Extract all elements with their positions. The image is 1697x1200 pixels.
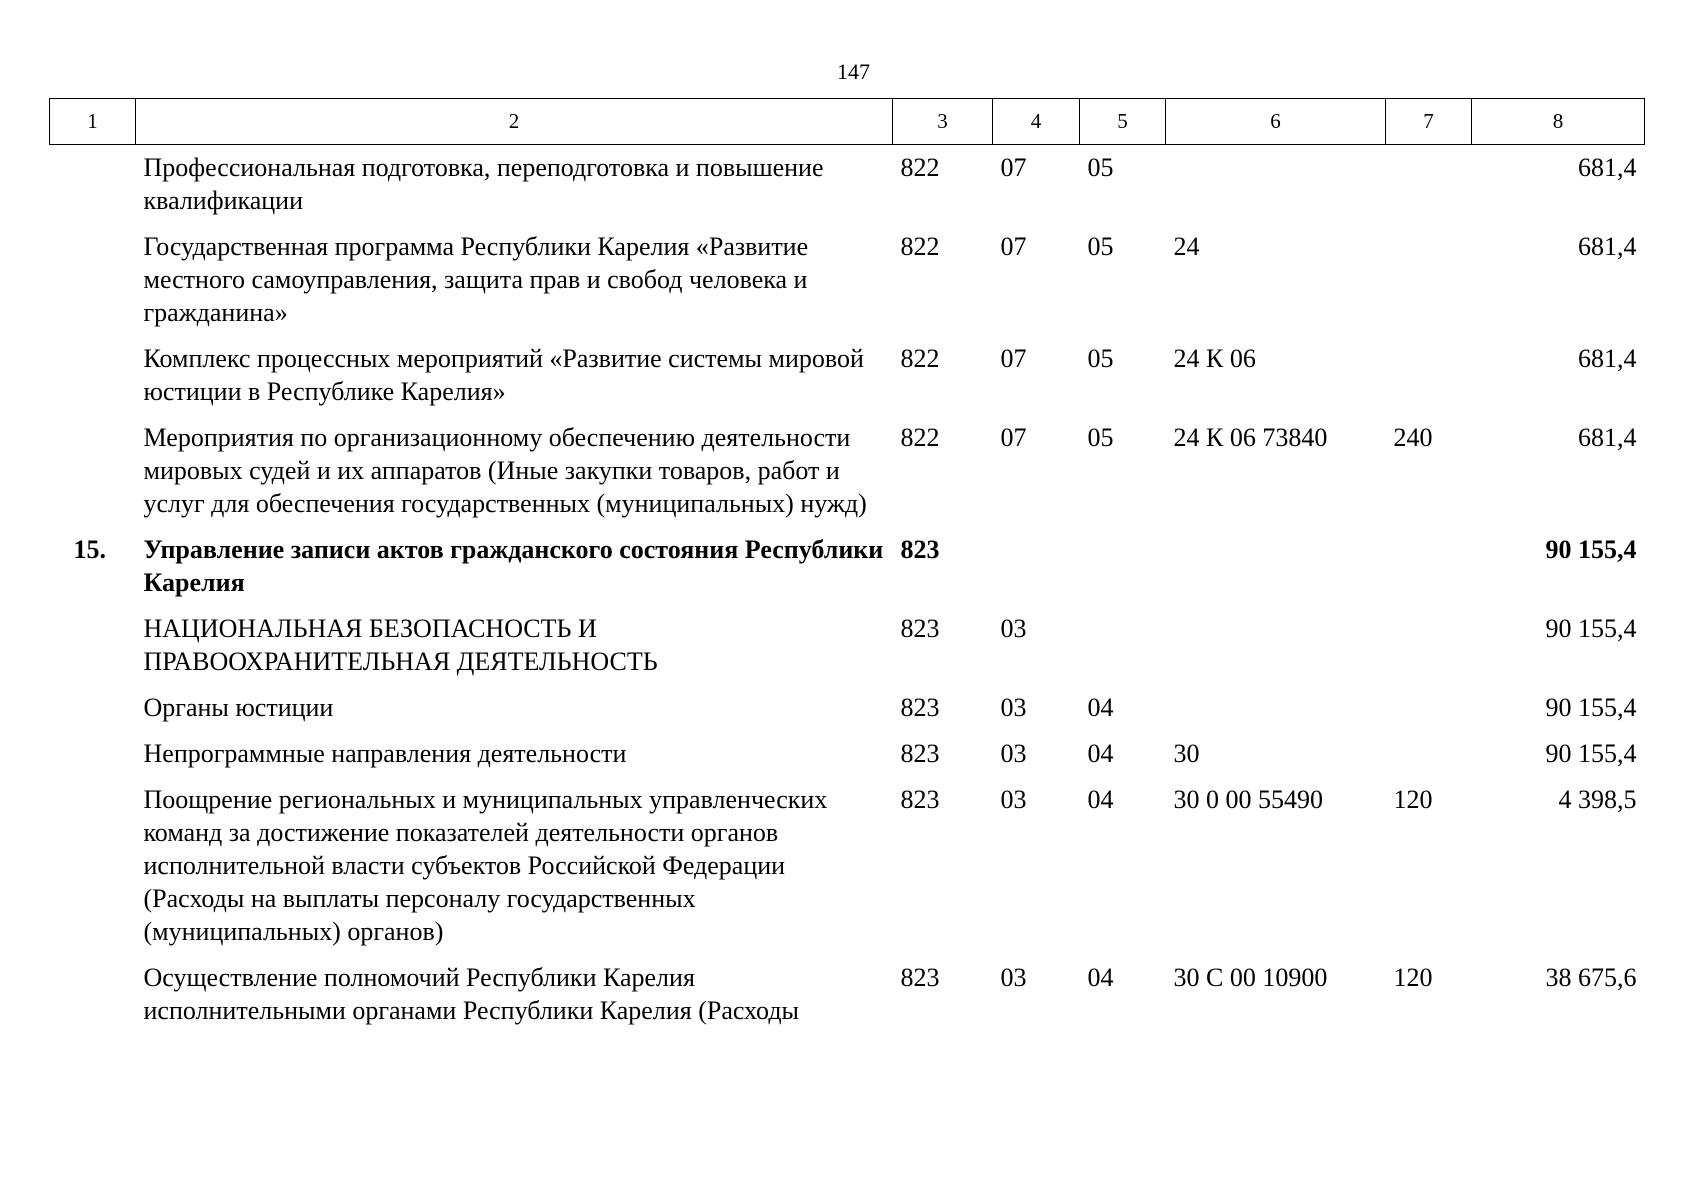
- ministry-code: 823: [900, 785, 940, 814]
- row-number: [50, 415, 136, 527]
- expense-type-code: [1386, 731, 1472, 777]
- expense-type-code: [1386, 336, 1472, 415]
- amount: 681,4: [1578, 153, 1637, 182]
- amount: 90 155,4: [1545, 614, 1637, 643]
- expense-type-code: 240: [1393, 423, 1433, 452]
- section-code: [993, 527, 1080, 606]
- target-article-code: [1166, 606, 1386, 685]
- table-row: [50, 415, 1645, 527]
- table-row: [50, 336, 1645, 415]
- expense-type-code: [1386, 145, 1472, 225]
- subsection-code: 05: [1087, 232, 1114, 261]
- section-code: 03: [1000, 739, 1027, 768]
- table-row: [50, 224, 1645, 336]
- amount: 90 155,4: [1545, 693, 1637, 722]
- column-header: 3: [893, 99, 993, 145]
- column-header: 7: [1386, 99, 1472, 145]
- table-row: [50, 731, 1645, 777]
- row-number: [50, 224, 136, 336]
- ministry-code: 823: [900, 693, 940, 722]
- amount: 38 675,6: [1545, 963, 1637, 992]
- section-code: 07: [1000, 344, 1027, 373]
- row-name: Мероприятия по организационному обеспечению деятельности мировых судей и их аппаратов (Иные закупки товаров, работ и услуг для обеспечения государственных (муниципальных) нужд): [143, 423, 867, 518]
- section-code: 07: [1000, 423, 1027, 452]
- section-code: 07: [1000, 153, 1027, 182]
- table-row: [50, 606, 1645, 685]
- target-article-code: 24 К 06 73840: [1173, 423, 1328, 452]
- ministry-code: 822: [900, 153, 940, 182]
- target-article-code: 24: [1173, 232, 1200, 261]
- table-row: [50, 685, 1645, 731]
- column-header: 1: [50, 99, 136, 145]
- target-article-code: [1166, 527, 1386, 606]
- section-code: 03: [1000, 785, 1027, 814]
- subsection-code: 04: [1087, 693, 1114, 722]
- ministry-code: 822: [900, 423, 940, 452]
- column-header: 5: [1080, 99, 1166, 145]
- ministry-code: 823: [900, 614, 940, 643]
- row-number: [50, 145, 136, 225]
- row-number: [50, 336, 136, 415]
- subsection-code: 05: [1087, 344, 1114, 373]
- amount: 4 398,5: [1558, 785, 1637, 814]
- subsection-code: 04: [1087, 739, 1114, 768]
- row-name: Государственная программа Республики Карелия «Развитие местного самоуправления, защита прав и свобод человека и гражданина»: [143, 232, 809, 327]
- row-name: Осуществление полномочий Республики Карелия исполнительными органами Республики Карелия (Расходы: [143, 963, 800, 1025]
- subsection-code: 04: [1087, 785, 1114, 814]
- subsection-code: 04: [1087, 963, 1114, 992]
- subsection-code: 05: [1087, 153, 1114, 182]
- target-article-code: 30 0 00 55490: [1173, 785, 1323, 814]
- target-article-code: [1166, 145, 1386, 225]
- target-article-code: 30 С 00 10900: [1173, 963, 1328, 992]
- row-number: 15.: [73, 535, 106, 564]
- column-header: 6: [1166, 99, 1386, 145]
- row-name: Профессиональная подготовка, переподготовка и повышение квалификации: [143, 153, 824, 215]
- amount: 90 155,4: [1545, 739, 1637, 768]
- row-name: Поощрение региональных и муниципальных управленческих команд за достижение показателей деятельности органов исполнительной власти субъектов Российской Федерации (Расходы на выплаты персоналу государственных (муниципальных) органов): [143, 785, 828, 946]
- column-number-header-row: [50, 99, 1645, 145]
- ministry-code: 823: [900, 963, 940, 992]
- row-number: [50, 685, 136, 731]
- row-name: Управление записи актов гражданского состояния Республики Карелия: [143, 535, 884, 597]
- expense-type-code: [1386, 527, 1472, 606]
- row-name: Органы юстиции: [143, 693, 334, 722]
- row-number: [50, 606, 136, 685]
- subsection-code: [1080, 606, 1166, 685]
- budget-table: [49, 98, 1645, 1034]
- column-header: 8: [1472, 99, 1645, 145]
- ministry-code: 823: [900, 535, 940, 564]
- table-row: [50, 527, 1645, 606]
- subsection-code: 05: [1087, 423, 1114, 452]
- column-header: 2: [136, 99, 893, 145]
- amount: 681,4: [1578, 344, 1637, 373]
- expense-type-code: 120: [1393, 963, 1433, 992]
- table-row: [50, 145, 1645, 225]
- section-code: 03: [1000, 614, 1027, 643]
- target-article-code: [1166, 685, 1386, 731]
- row-name: Комплекс процессных мероприятий «Развитие системы мировой юстиции в Республике Карелия»: [143, 344, 864, 406]
- column-header: 4: [993, 99, 1080, 145]
- target-article-code: 30: [1173, 739, 1200, 768]
- target-article-code: 24 К 06: [1173, 344, 1256, 373]
- row-number: [50, 777, 136, 955]
- section-code: 07: [1000, 232, 1027, 261]
- amount: 90 155,4: [1545, 535, 1637, 564]
- ministry-code: 823: [900, 739, 940, 768]
- row-number: [50, 731, 136, 777]
- expense-type-code: [1386, 685, 1472, 731]
- row-number: [50, 955, 136, 1034]
- ministry-code: 822: [900, 344, 940, 373]
- row-name: Непрограммные направления деятельности: [143, 739, 627, 768]
- expense-type-code: 120: [1393, 785, 1433, 814]
- expense-type-code: [1386, 606, 1472, 685]
- page-number: 147: [837, 59, 870, 84]
- section-code: 03: [1000, 693, 1027, 722]
- expense-type-code: [1386, 224, 1472, 336]
- section-code: 03: [1000, 963, 1027, 992]
- amount: 681,4: [1578, 232, 1637, 261]
- row-name: НАЦИОНАЛЬНАЯ БЕЗОПАСНОСТЬ И ПРАВООХРАНИТЕЛЬНАЯ ДЕЯТЕЛЬНОСТЬ: [143, 614, 658, 676]
- table-row: [50, 777, 1645, 955]
- amount: 681,4: [1578, 423, 1637, 452]
- subsection-code: [1080, 527, 1166, 606]
- table-row: [50, 955, 1645, 1034]
- ministry-code: 822: [900, 232, 940, 261]
